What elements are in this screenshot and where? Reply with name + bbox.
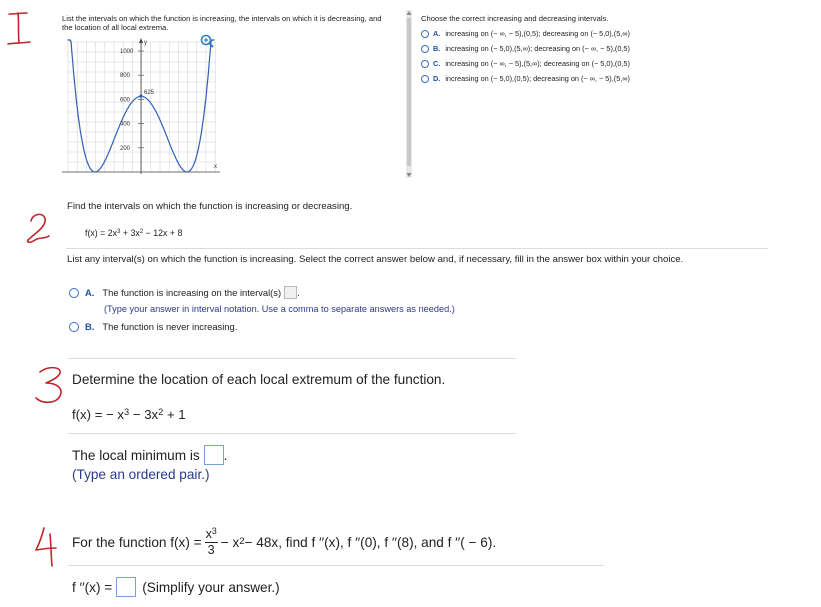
local-max-label: 625 bbox=[144, 90, 155, 96]
q1-choose-prompt: Choose the correct increasing and decreasing intervals. bbox=[421, 14, 609, 23]
q2-option-b-letter: B. bbox=[85, 321, 95, 332]
y-tick-label: 600 bbox=[120, 97, 131, 104]
q2-option-a-letter: A. bbox=[85, 287, 95, 298]
local-max-point bbox=[139, 94, 142, 97]
q3-function: f(x) = − $x^3 - 3x^2 + 1$ bbox=[72, 406, 186, 422]
y-tick-label: 200 bbox=[120, 145, 131, 152]
q3-local-min-label: The local minimum is bbox=[72, 447, 200, 463]
q1-option-b-radio[interactable] bbox=[421, 45, 429, 53]
q1-option-d-letter: D. bbox=[433, 74, 441, 83]
q1-option-d-text: increasing on (− 5,0),(0,5); decreasing on (− ∞, − 5),(5,∞) bbox=[445, 74, 630, 83]
q3-title: Determine the location of each local extremum of the function. bbox=[72, 372, 446, 387]
q4-answer-box[interactable] bbox=[116, 577, 136, 597]
q1-option-c-text: increasing on (− ∞, − 5),(5,∞); decreasing on (− 5,0),(0,5) bbox=[445, 59, 630, 68]
q1-option-a-letter: A. bbox=[433, 29, 441, 38]
q4-suffix: − 48x, find f ′′(x), f ′′(0), f ′′(8), and f ′′( − 6). bbox=[244, 534, 497, 550]
q1-option-d[interactable] bbox=[421, 74, 630, 83]
handwritten-number-2 bbox=[23, 209, 53, 247]
q2-function: $f(x) = 2x^3 + 3x^2 - 12x + 8$ bbox=[85, 228, 183, 238]
q2-title: Find the intervals on which the function is increasing or decreasing. bbox=[67, 201, 353, 212]
q2-option-b[interactable] bbox=[69, 321, 237, 332]
divider bbox=[68, 358, 516, 359]
q4-question: For the function f(x) = $\frac{x^3}{3}$ − x 2 − 48x, find f ′′(x), f ′′(0), f ′′(8), and f ′′( − 6). bbox=[72, 526, 497, 557]
y-axis-arrow bbox=[139, 38, 143, 43]
q1-option-a-radio[interactable] bbox=[421, 30, 429, 38]
q1-option-c-radio[interactable] bbox=[421, 60, 429, 68]
handwritten-number-1 bbox=[4, 8, 32, 50]
q1-option-a[interactable] bbox=[421, 29, 630, 38]
q1-option-b[interactable] bbox=[421, 44, 630, 53]
q2-option-a-period: . bbox=[297, 287, 300, 298]
q4-answer-row bbox=[72, 577, 280, 597]
handwritten-number-4 bbox=[32, 524, 62, 568]
handwritten-number-3 bbox=[30, 364, 70, 408]
q2-option-a-hint: (Type your answer in interval notation. Use a comma to separate answers as needed.) bbox=[104, 304, 455, 314]
q1-prompt: List the intervals on which the function is increasing, the intervals on which it is decreasing, and the location of all local extrema. bbox=[62, 14, 382, 32]
q4-fraction: $\frac{x^3}{3}$ bbox=[205, 526, 217, 557]
q2-instruction: List any interval(s) on which the function is increasing. Select the correct answer below and, if necessary, fill in the answer box within your choice. bbox=[67, 254, 684, 265]
q2-option-b-radio[interactable] bbox=[69, 322, 79, 332]
q1-graph bbox=[62, 38, 222, 178]
q3-min-period: . bbox=[223, 447, 228, 463]
scroll-down-arrow-icon[interactable] bbox=[406, 172, 412, 178]
scroll-up-arrow-icon[interactable] bbox=[406, 10, 412, 16]
y-tick-label: 400 bbox=[120, 121, 131, 128]
q1-option-a-text: increasing on (− ∞, − 5),(0,5); decreasing on (− 5,0),(5,∞) bbox=[445, 29, 630, 38]
divider bbox=[68, 565, 604, 566]
q4-prefix: For the function f(x) = bbox=[72, 534, 202, 550]
q2-option-a[interactable] bbox=[69, 286, 300, 299]
q4-mid: − x bbox=[220, 534, 240, 550]
q2-option-b-text: The function is never increasing. bbox=[102, 321, 238, 332]
divider bbox=[68, 433, 516, 434]
zoom-icon[interactable] bbox=[200, 34, 214, 48]
q4-answer-label: f ′′(x) = bbox=[72, 579, 113, 595]
q1-option-b-letter: B. bbox=[433, 44, 441, 53]
q1-option-d-radio[interactable] bbox=[421, 75, 429, 83]
q3-local-min-row bbox=[72, 445, 227, 465]
q3-answer-box[interactable] bbox=[204, 445, 224, 465]
x-axis-label: x bbox=[214, 164, 217, 170]
q2-option-a-text: The function is increasing on the interval(s) bbox=[102, 287, 282, 298]
y-axis-label: y bbox=[144, 40, 147, 46]
q1-option-b-text: increasing on (− 5,0),(5,∞); decreasing on (− ∞, − 5),(0,5) bbox=[445, 44, 630, 53]
q2-answer-box[interactable] bbox=[284, 286, 297, 299]
q2-option-a-radio[interactable] bbox=[69, 288, 79, 298]
scrollbar-thumb[interactable] bbox=[407, 18, 411, 166]
q3-hint: (Type an ordered pair.) bbox=[72, 467, 210, 482]
y-tick-label: 1000 bbox=[120, 49, 134, 55]
q1-option-c-letter: C. bbox=[433, 59, 441, 68]
divider bbox=[66, 248, 768, 249]
q1-option-c[interactable] bbox=[421, 59, 630, 68]
panel-scrollbar[interactable] bbox=[406, 10, 412, 178]
y-tick-label: 800 bbox=[120, 73, 131, 80]
q4-answer-hint: (Simplify your answer.) bbox=[142, 579, 280, 595]
